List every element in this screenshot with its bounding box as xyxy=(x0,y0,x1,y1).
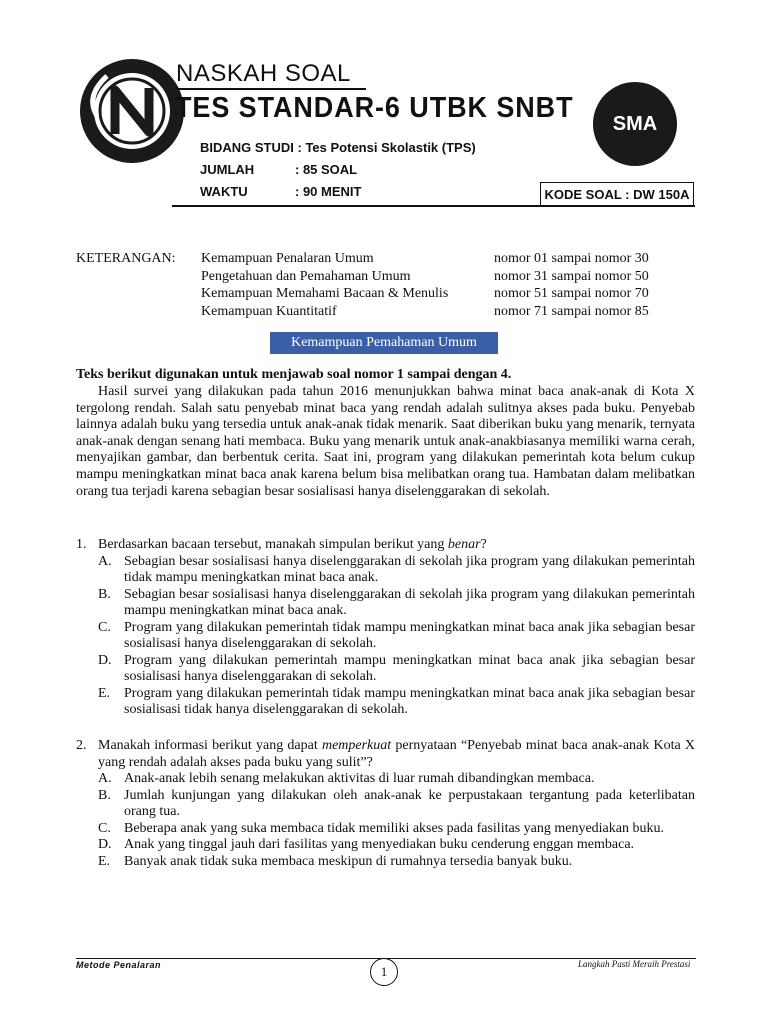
question-2 xyxy=(76,738,695,870)
waktu-label: WAKTU xyxy=(200,184,248,199)
option-a[interactable]: A. Sebagian besar sosialisasi hanya diselenggarakan di sekolah jika program yang dilakukan pemerintah tidak mampu meningkatkan minat baca anak. xyxy=(98,553,695,585)
question-number: 1. xyxy=(76,537,87,552)
range-item: nomor 71 sampai nomor 85 xyxy=(494,303,649,319)
question-stem: Berdasarkan bacaan tersebut, manakah simpulan berikut yang benar? xyxy=(98,537,487,552)
question-stem: Manakah informasi berikut yang dapat memperkuat pernyataan “Penyebab minat baca anak-anak Kota X yang rendah adalah akses pada buku yang sulit”? xyxy=(98,738,695,770)
option-d[interactable]: D. Program yang dilakukan pemerintah mampu meningkatkan minat baca anak jika sebagian besar sosialisasi hanya diselenggarakan di sekolah. xyxy=(98,652,695,684)
subject-item: Kemampuan Memahami Bacaan & Menulis xyxy=(201,286,449,301)
jumlah-value: : 85 SOAL xyxy=(295,162,358,177)
footer-tagline: Langkah Pasti Meraih Prestasi xyxy=(578,959,691,969)
footer-left-text: Metode Penalaran xyxy=(76,960,162,970)
passage-intro: Teks berikut digunakan untuk menjawab soal nomor 1 sampai dengan 4. xyxy=(76,367,512,382)
doc-label: NASKAH SOAL xyxy=(176,60,351,87)
subject-item: Kemampuan Penalaran Umum xyxy=(201,251,374,266)
range-item: nomor 01 sampai nomor 30 xyxy=(494,251,649,266)
option-c[interactable]: C. Beberapa anak yang suka membaca tidak memiliki akses pada fasilitas yang menyediakan buku. xyxy=(98,820,664,836)
level-badge: SMA xyxy=(593,82,677,166)
option-b[interactable]: B. Jumlah kunjungan yang dilakukan oleh anak-anak ke perpustakaan tergantung pada keterlibatan orang tua. xyxy=(98,787,695,819)
keterangan-label: KETERANGAN: xyxy=(76,251,176,266)
page-number: 1 xyxy=(370,958,398,986)
passage-text: Hasil survei yang dilakukan pada tahun 2016 menunjukkan bahwa minat baca anak-anak di Kota X tergolong rendah. Salah satu penyebab minat baca yang rendah adalah sulitnya akses pada buku. Penyebab lainnya adalah buku yang tersedia untuk anak-anak tidak menarik. Saat diberikan buku yang menarik, ternyata anak-anak dengan senang hati membaca. Buku yang menarik untuk anak-anakbiasanya memiliki warna cerah, menyajikan gambar, dan berbentuk cerita. Saat ini, program yang dilakukan pemerintah kota belum cukup mampu meningkatkan minat baca anak karena belum bisa melibatkan orang tua. Hambatan dalam melibatkan orang tua terjadi karena sebagian besar sosialisasi hanya diselenggarakan di sekolah. xyxy=(76,384,695,499)
subject-list xyxy=(201,250,501,320)
meta-waktu xyxy=(200,184,361,199)
question-1 xyxy=(76,537,695,719)
option-e[interactable]: E. Program yang dilakukan pemerintah tidak mampu meningkatkan minat baca anak jika sebagian besar sosialisasi tidak hanya diselenggarakan di sekolah. xyxy=(98,685,695,717)
waktu-value: : 90 MENIT xyxy=(295,184,362,199)
option-d[interactable]: D. Anak yang tinggal jauh dari fasilitas yang menyediakan buku cenderung enggan membaca. xyxy=(98,837,635,852)
option-e[interactable]: E. Banyak anak tidak suka membaca meskipun di rumahnya tersedia banyak buku. xyxy=(98,853,573,869)
range-item: nomor 31 sampai nomor 50 xyxy=(494,268,649,284)
range-item: nomor 51 sampai nomor 70 xyxy=(494,286,649,301)
code-box: KODE SOAL : DW 150A xyxy=(540,182,694,206)
meta-bidang xyxy=(200,140,476,155)
doc-title: TES STANDAR-6 UTBK SNBT xyxy=(175,92,574,124)
question-number: 2. xyxy=(76,738,87,753)
label-underline xyxy=(176,88,366,90)
option-c[interactable]: C. Program yang dilakukan pemerintah tidak mampu meningkatkan minat baca anak jika sebagian besar sosialisasi hanya diselenggarakan di sekolah. xyxy=(98,619,695,651)
meta-jumlah xyxy=(200,162,357,177)
jumlah-label: JUMLAH xyxy=(200,162,255,177)
option-b[interactable]: B. Sebagian besar sosialisasi hanya diselenggarakan di sekolah jika program yang dilakukan pemerintah mampu meningkatkan minat baca anak. xyxy=(98,586,695,618)
brand-logo-icon xyxy=(77,56,187,166)
subject-item: Pengetahuan dan Pemahaman Umum xyxy=(201,268,411,284)
section-title: Kemampuan Pemahaman Umum xyxy=(270,332,498,354)
document-header xyxy=(0,0,768,220)
bidang-value: : Tes Potensi Skolastik (TPS) xyxy=(297,140,476,155)
subject-item: Kemampuan Kuantitatif xyxy=(201,303,337,319)
bidang-label: BIDANG STUDI xyxy=(200,140,294,155)
option-a[interactable]: A. Anak-anak lebih senang melakukan aktivitas di luar rumah dibandingkan membaca. xyxy=(98,771,595,786)
range-list xyxy=(494,250,694,320)
